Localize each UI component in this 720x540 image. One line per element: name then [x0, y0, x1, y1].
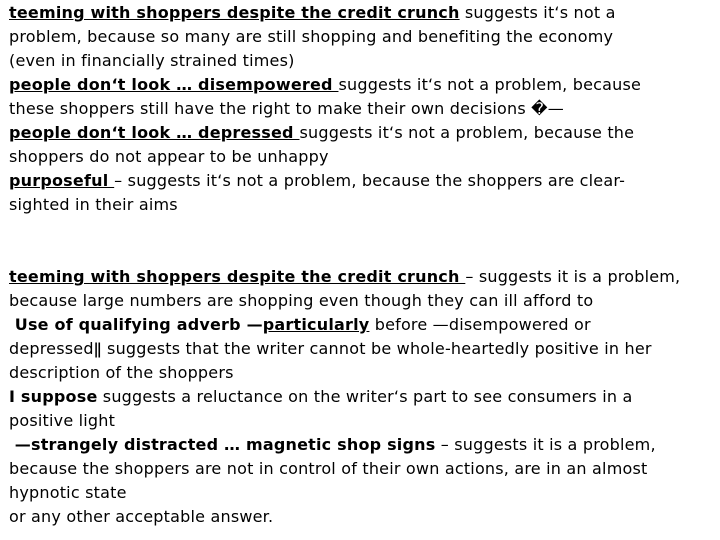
- block1-line-4: [9, 73, 641, 97]
- quote-phrase: purposeful: [9, 171, 115, 190]
- explanation-text: suggests it‘s not a: [459, 3, 616, 22]
- block1-line-3: (even in financially strained times): [9, 51, 295, 70]
- quote-phrase: teeming with shoppers despite the credit crunch: [9, 267, 466, 286]
- block2-line-2: because large numbers are shopping even though they can ill afford to: [9, 291, 594, 310]
- bold-lead: Use of qualifying adverb: [9, 315, 247, 334]
- explanation-text: – suggests it is a problem,: [435, 435, 656, 454]
- quote-phrase: I suppose: [9, 387, 98, 406]
- block2-line-6: [9, 385, 633, 409]
- explanation-text: – suggests it‘s not a problem, because the shoppers are clear-: [114, 171, 626, 190]
- quote-mark: —: [246, 315, 263, 334]
- block1-line-2: problem, because so many are still shopping and benefiting the economy: [9, 27, 614, 46]
- explanation-text: suggests a reluctance on the writer‘s part to see consumers in a: [97, 387, 633, 406]
- block1-line-9: sighted in their aims: [9, 195, 178, 214]
- block1-line-8: [9, 169, 625, 193]
- block2-line-1: [9, 265, 680, 289]
- quote-phrase: particularly: [262, 315, 370, 334]
- block2-line-7: positive light: [9, 411, 116, 430]
- quote-phrase: people don‘t look … disempowered: [9, 75, 339, 94]
- block1-line-1: [9, 1, 616, 25]
- block2-line-5: description of the shoppers: [9, 363, 234, 382]
- block2-line-4: depressedǁ suggests that the writer cannot be whole-heartedly positive in her: [9, 339, 652, 358]
- block1-line-5: these shoppers still have the right to make their own decisions �—: [9, 99, 564, 118]
- block2-line-9: because the shoppers are not in control of their own actions, are in an almost: [9, 459, 648, 478]
- quote-phrase: people don‘t look … depressed: [9, 123, 300, 142]
- explanation-text: before —disempowered or: [369, 315, 591, 334]
- explanation-text: – suggests it is a problem,: [465, 267, 681, 286]
- block2-line-11: or any other acceptable answer.: [9, 507, 274, 526]
- explanation-text: suggests it‘s not a problem, because the: [299, 123, 635, 142]
- block2-line-8: [9, 433, 656, 457]
- quote-phrase: teeming with shoppers despite the credit crunch: [9, 3, 460, 22]
- block1-line-7: shoppers do not appear to be unhappy: [9, 147, 329, 166]
- block2-line-10: hypnotic state: [9, 483, 127, 502]
- explanation-text: suggests it‘s not a problem, because: [338, 75, 642, 94]
- quote-phrase: —strangely distracted … magnetic shop signs: [9, 435, 436, 454]
- block2-line-3: [9, 313, 591, 337]
- block1-line-6: [9, 121, 634, 145]
